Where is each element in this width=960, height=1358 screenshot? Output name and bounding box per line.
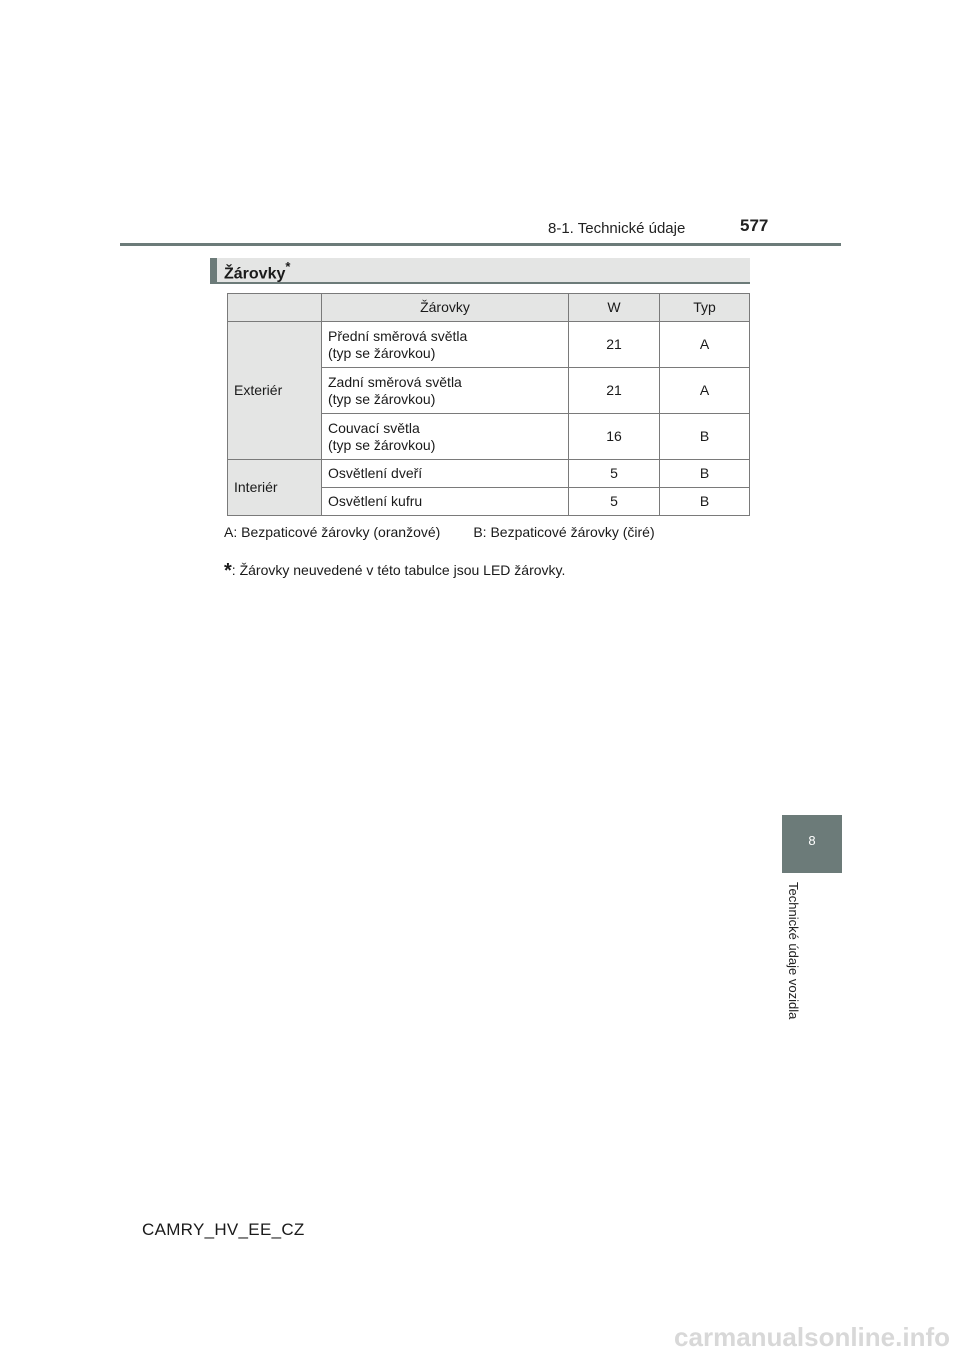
header-cell-group — [228, 294, 322, 322]
bulb-variant: (typ se žárovkou) — [328, 436, 436, 453]
group-label-interior: Interiér — [228, 460, 322, 516]
bulb-name-cell — [322, 368, 569, 414]
section-heading-bar — [210, 258, 750, 284]
header-cell-watts: W — [569, 294, 660, 322]
section-heading-accent — [210, 258, 217, 282]
footnote-text: : Žárovky neuvedené v této tabulce jsou LED žárovky. — [231, 562, 566, 578]
legend-type-a: A: Bezpaticové žárovky (oranžové) — [224, 524, 441, 540]
chapter-tab — [782, 815, 842, 873]
bulb-name: Přední směrová světla — [328, 327, 468, 344]
bulb-table — [227, 293, 750, 516]
watermark: carmanualsonline.info — [674, 1322, 950, 1352]
bulb-name: Couvací světla — [328, 419, 420, 436]
bulb-name: Osvětlení kufru — [322, 488, 569, 516]
type-legend — [224, 524, 655, 540]
bulb-variant: (typ se žárovkou) — [328, 390, 436, 407]
table-header-row — [228, 294, 750, 322]
header-cell-bulbs: Žárovky — [322, 294, 569, 322]
footnote-marker: * — [224, 560, 232, 582]
bulb-type: B — [660, 414, 750, 460]
bulb-variant: (typ se žárovkou) — [328, 344, 436, 361]
chapter-tab-label: Technické údaje vozidla — [786, 882, 801, 1020]
bulb-type: A — [660, 368, 750, 414]
header-rule — [120, 243, 841, 246]
bulb-name: Zadní směrová světla — [328, 373, 462, 390]
page-number: 577 — [740, 216, 769, 235]
document-code: CAMRY_HV_EE_CZ — [142, 1220, 305, 1239]
group-label-exterior: Exteriér — [228, 322, 322, 460]
section-title — [224, 260, 290, 283]
bulb-watts: 21 — [569, 322, 660, 368]
section-title-text: Žárovky — [224, 265, 286, 283]
chapter-tab-number: 8 — [808, 833, 816, 848]
bulb-type: A — [660, 322, 750, 368]
bulb-watts: 21 — [569, 368, 660, 414]
table-row — [228, 322, 750, 368]
header-section-title: 8-1. Technické údaje — [548, 220, 686, 237]
bulb-name-cell — [322, 414, 569, 460]
bulb-type: B — [660, 488, 750, 516]
bulb-watts: 16 — [569, 414, 660, 460]
header-cell-type: Typ — [660, 294, 750, 322]
bulb-name: Osvětlení dveří — [322, 460, 569, 488]
footnote — [224, 558, 565, 581]
legend-type-b: B: Bezpaticové žárovky (čiré) — [473, 524, 655, 540]
bulb-type: B — [660, 460, 750, 488]
bulb-watts: 5 — [569, 460, 660, 488]
table-row — [228, 460, 750, 488]
bulb-watts: 5 — [569, 488, 660, 516]
section-title-marker: * — [285, 259, 291, 274]
bulb-name-cell — [322, 322, 569, 368]
